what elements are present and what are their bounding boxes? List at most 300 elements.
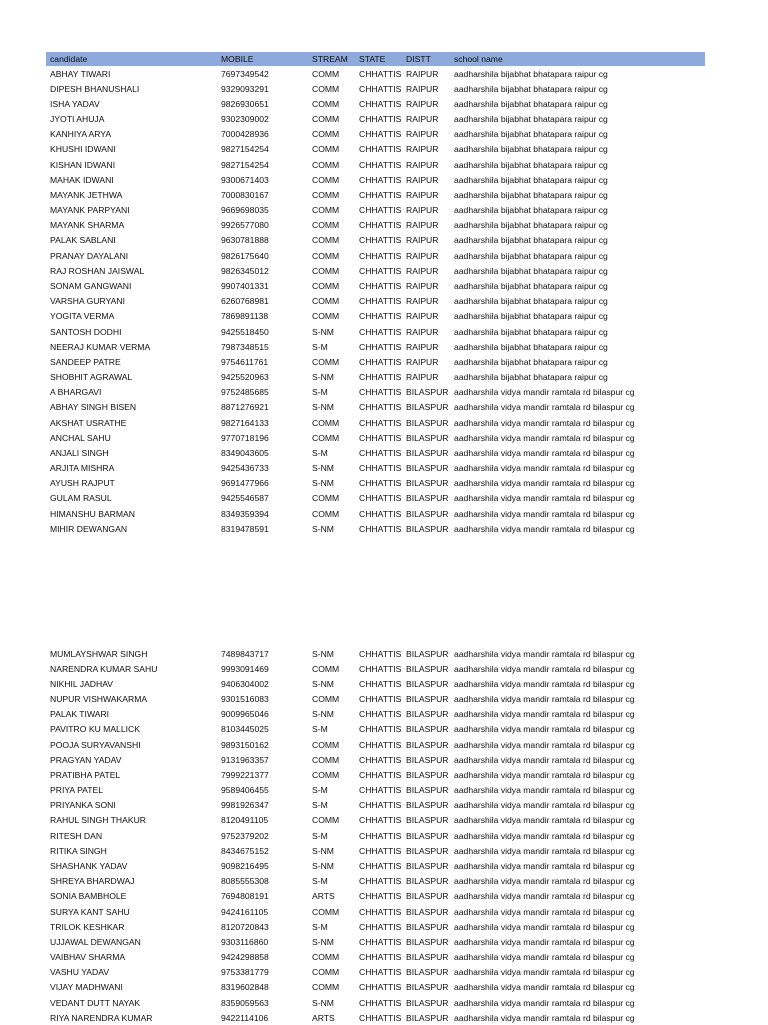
cell-candidate: ARJITA MISHRA [50,463,115,474]
table-row [46,460,705,475]
cell-candidate: NEERAJ KUMAR VERMA [50,341,151,352]
cell-mobile: 9981926347 [221,800,269,811]
cell-mobile: 8871276921 [221,402,269,413]
cell-stream: COMM [312,694,340,705]
cell-stream: COMM [312,815,340,826]
cell-state: CHHATTIS [359,1012,402,1023]
table-row [46,646,705,661]
cell-state: CHHATTIS [359,921,402,932]
cell-distt: BILASPUR [406,463,449,474]
cell-mobile: 7694808191 [221,891,269,902]
cell-school-name: aadharshila vidya mandir ramtala rd bilaspur cg [454,891,635,902]
table-row [46,430,705,445]
cell-mobile: 7869891138 [221,311,269,322]
cell-candidate: NIKHIL JADHAV [50,678,114,689]
cell-mobile: 7489843717 [221,648,269,659]
cell-state: CHHATTIS [359,220,402,231]
cell-stream: S-NM [312,402,334,413]
cell-stream: S-M [312,921,328,932]
cell-candidate: PRANAY DAYALANI [50,250,129,261]
cell-school-name: aadharshila vidya mandir ramtala rd bilaspur cg [454,402,635,413]
cell-mobile: 8120491105 [221,815,269,826]
cell-mobile: 9425546587 [221,493,269,504]
cell-distt: BILASPUR [406,739,449,750]
header-candidate: candidate [46,52,217,66]
cell-school-name: aadharshila bijabhat bhatapara raipur cg [454,265,608,276]
cell-mobile: 8349043605 [221,447,269,458]
cell-state: CHHATTIS [359,280,402,291]
cell-candidate: TRILOK KESHKAR [50,921,125,932]
cell-school-name: aadharshila vidya mandir ramtala rd bilaspur cg [454,876,635,887]
cell-stream: S-NM [312,648,334,659]
cell-distt: BILASPUR [406,982,449,993]
cell-candidate: MAYANK SHARMA [50,220,125,231]
cell-mobile: 7987348515 [221,341,269,352]
table-row [46,369,705,384]
cell-mobile: 9993091469 [221,663,269,674]
cell-school-name: aadharshila bijabhat bhatapara raipur cg [454,341,608,352]
cell-distt: BILASPUR [406,478,449,489]
cell-distt: RAIPUR [406,129,439,140]
cell-school-name: aadharshila bijabhat bhatapara raipur cg [454,144,608,155]
cell-distt: BILASPUR [406,417,449,428]
cell-candidate: SONAM GANGWANI [50,280,132,291]
cell-school-name: aadharshila vidya mandir ramtala rd bilaspur cg [454,860,635,871]
header-school-name: school name [450,52,705,66]
cell-candidate: MAHAK IDWANI [50,174,114,185]
cell-distt: RAIPUR [406,356,439,367]
cell-school-name: aadharshila bijabhat bhatapara raipur cg [454,235,608,246]
cell-stream: COMM [312,493,340,504]
cell-state: CHHATTIS [359,663,402,674]
cell-school-name: aadharshila vidya mandir ramtala rd bilaspur cg [454,785,635,796]
cell-distt: BILASPUR [406,694,449,705]
cell-school-name: aadharshila bijabhat bhatapara raipur cg [454,356,608,367]
cell-distt: RAIPUR [406,68,439,79]
cell-candidate: SANDEEP PATRE [50,356,121,367]
cell-candidate: ANJALI SINGH [50,447,109,458]
cell-stream: COMM [312,967,340,978]
cell-stream: S-NM [312,372,334,383]
cell-mobile: 9009965046 [221,709,269,720]
table-row [46,874,705,889]
cell-stream: S-M [312,724,328,735]
table-body-bottom [46,646,705,1025]
header-stream: STREAM [308,52,355,66]
cell-stream: COMM [312,663,340,674]
cell-candidate: RAJ ROSHAN JAISWAL [50,265,145,276]
cell-stream: S-M [312,387,328,398]
table-row [46,491,705,506]
cell-school-name: aadharshila vidya mandir ramtala rd bilaspur cg [454,845,635,856]
cell-candidate: KISHAN IDWANI [50,159,116,170]
cell-distt: RAIPUR [406,372,439,383]
cell-mobile: 9098216495 [221,860,269,871]
cell-mobile: 9926577080 [221,220,269,231]
cell-mobile: 9422114106 [221,1012,269,1023]
cell-state: CHHATTIS [359,967,402,978]
cell-state: CHHATTIS [359,800,402,811]
cell-state: CHHATTIS [359,68,402,79]
cell-school-name: aadharshila vidya mandir ramtala rd bilaspur cg [454,508,635,519]
cell-distt: BILASPUR [406,493,449,504]
cell-candidate: MIHIR DEWANGAN [50,523,128,534]
cell-stream: COMM [312,68,340,79]
cell-mobile: 9589406455 [221,785,269,796]
cell-state: CHHATTIS [359,189,402,200]
cell-school-name: aadharshila vidya mandir ramtala rd bilaspur cg [454,678,635,689]
cell-distt: BILASPUR [406,906,449,917]
cell-distt: BILASPUR [406,447,449,458]
cell-distt: RAIPUR [406,189,439,200]
cell-stream: S-M [312,341,328,352]
cell-mobile: 9300671403 [221,174,269,185]
cell-stream: COMM [312,235,340,246]
cell-stream: COMM [312,98,340,109]
cell-candidate: RIYA NARENDRA KUMAR [50,1012,153,1023]
cell-state: CHHATTIS [359,508,402,519]
candidate-table-bottom [46,646,705,1025]
cell-mobile: 9302309002 [221,114,269,125]
cell-school-name: aadharshila bijabhat bhatapara raipur cg [454,311,608,322]
cell-candidate: RITESH DAN [50,830,103,841]
cell-stream: COMM [312,189,340,200]
cell-mobile: 9425436733 [221,463,269,474]
cell-mobile: 9691477966 [221,478,269,489]
cell-distt: BILASPUR [406,785,449,796]
cell-distt: RAIPUR [406,265,439,276]
table-row [46,783,705,798]
cell-mobile: 8319478591 [221,523,269,534]
header-state: STATE [355,52,402,66]
cell-distt: RAIPUR [406,326,439,337]
cell-stream: S-NM [312,997,334,1008]
table-row [46,980,705,995]
table-row [46,263,705,278]
table-row [46,692,705,707]
cell-stream: S-NM [312,860,334,871]
table-row [46,127,705,142]
cell-school-name: aadharshila vidya mandir ramtala rd bilaspur cg [454,417,635,428]
cell-state: CHHATTIS [359,678,402,689]
cell-candidate: SANTOSH DODHI [50,326,122,337]
table-row [46,96,705,111]
cell-mobile: 8434675152 [221,845,269,856]
cell-mobile: 7697349542 [221,68,269,79]
header-distt: DISTT [402,52,450,66]
cell-school-name: aadharshila vidya mandir ramtala rd bilaspur cg [454,800,635,811]
cell-state: CHHATTIS [359,997,402,1008]
table-row [46,661,705,676]
cell-state: CHHATTIS [359,296,402,307]
cell-stream: COMM [312,952,340,963]
cell-stream: S-NM [312,936,334,947]
cell-distt: RAIPUR [406,220,439,231]
cell-candidate: A BHARGAVI [50,387,102,398]
cell-school-name: aadharshila bijabhat bhatapara raipur cg [454,68,608,79]
cell-stream: COMM [312,356,340,367]
cell-candidate: PRIYANKA SONI [50,800,116,811]
cell-state: CHHATTIS [359,724,402,735]
table-row [46,934,705,949]
cell-mobile: 7000830167 [221,189,269,200]
cell-school-name: aadharshila vidya mandir ramtala rd bilaspur cg [454,694,635,705]
cell-stream: COMM [312,311,340,322]
cell-state: CHHATTIS [359,326,402,337]
cell-stream: COMM [312,205,340,216]
cell-candidate: ANCHAL SAHU [50,432,111,443]
cell-state: CHHATTIS [359,114,402,125]
table-row [46,889,705,904]
cell-candidate: JYOTI AHUJA [50,114,105,125]
table-row [46,324,705,339]
cell-school-name: aadharshila bijabhat bhatapara raipur cg [454,372,608,383]
table-row [46,1010,705,1025]
cell-school-name: aadharshila bijabhat bhatapara raipur cg [454,159,608,170]
cell-mobile: 9424298858 [221,952,269,963]
cell-distt: RAIPUR [406,83,439,94]
cell-stream: COMM [312,982,340,993]
cell-school-name: aadharshila vidya mandir ramtala rd bilaspur cg [454,493,635,504]
cell-school-name: aadharshila vidya mandir ramtala rd bilaspur cg [454,921,635,932]
cell-stream: COMM [312,250,340,261]
cell-state: CHHATTIS [359,769,402,780]
cell-distt: BILASPUR [406,709,449,720]
cell-mobile: 9827154254 [221,159,269,170]
cell-stream: COMM [312,159,340,170]
cell-stream: COMM [312,432,340,443]
table-row [46,278,705,293]
cell-mobile: 8319602848 [221,982,269,993]
cell-state: CHHATTIS [359,417,402,428]
table-row [46,187,705,202]
cell-candidate: VEDANT DUTT NAYAK [50,997,141,1008]
cell-mobile: 7000428936 [221,129,269,140]
cell-state: CHHATTIS [359,891,402,902]
cell-distt: BILASPUR [406,891,449,902]
cell-candidate: GULAM RASUL [50,493,112,504]
cell-school-name: aadharshila bijabhat bhatapara raipur cg [454,189,608,200]
cell-stream: COMM [312,739,340,750]
cell-distt: RAIPUR [406,144,439,155]
cell-candidate: AYUSH RAJPUT [50,478,115,489]
cell-candidate: HIMANSHU BARMAN [50,508,135,519]
cell-distt: RAIPUR [406,205,439,216]
cell-mobile: 9669698035 [221,205,269,216]
table-header [46,52,705,66]
table-row [46,676,705,691]
table-row [46,707,705,722]
cell-stream: S-M [312,830,328,841]
cell-distt: BILASPUR [406,1012,449,1023]
cell-candidate: POOJA SURYAVANSHI [50,739,141,750]
cell-stream: S-M [312,785,328,796]
cell-distt: RAIPUR [406,250,439,261]
cell-state: CHHATTIS [359,250,402,261]
cell-stream: COMM [312,280,340,291]
cell-stream: ARTS [312,891,335,902]
cell-distt: BILASPUR [406,936,449,947]
table-row [46,476,705,491]
table-row [46,919,705,934]
cell-state: CHHATTIS [359,648,402,659]
cell-school-name: aadharshila vidya mandir ramtala rd bilaspur cg [454,815,635,826]
cell-state: CHHATTIS [359,478,402,489]
table-row [46,843,705,858]
cell-mobile: 9827164133 [221,417,269,428]
cell-distt: BILASPUR [406,648,449,659]
cell-distt: BILASPUR [406,800,449,811]
cell-school-name: aadharshila bijabhat bhatapara raipur cg [454,114,608,125]
header-row [46,52,705,66]
table-row [46,995,705,1010]
cell-candidate: SONIA BAMBHOLE [50,891,127,902]
cell-mobile: 9907401331 [221,280,269,291]
cell-mobile: 9770718196 [221,432,269,443]
cell-candidate: SHREYA BHARDWAJ [50,876,135,887]
table-row [46,385,705,400]
cell-stream: COMM [312,174,340,185]
table-row [46,218,705,233]
cell-candidate: KHUSHI IDWANI [50,144,116,155]
cell-candidate: UJJAWAL DEWANGAN [50,936,141,947]
cell-distt: BILASPUR [406,860,449,871]
cell-school-name: aadharshila vidya mandir ramtala rd bilaspur cg [454,830,635,841]
cell-candidate: PALAK SABLANI [50,235,116,246]
cell-mobile: 6260768981 [221,296,269,307]
cell-state: CHHATTIS [359,876,402,887]
candidate-table-top [46,52,705,536]
table-row [46,415,705,430]
cell-state: CHHATTIS [359,311,402,322]
table-row [46,339,705,354]
cell-mobile: 7999221377 [221,769,269,780]
cell-school-name: aadharshila vidya mandir ramtala rd bilaspur cg [454,724,635,735]
cell-mobile: 9329093291 [221,83,269,94]
cell-stream: COMM [312,220,340,231]
cell-school-name: aadharshila bijabhat bhatapara raipur cg [454,280,608,291]
table-row [46,965,705,980]
table-row [46,354,705,369]
cell-state: CHHATTIS [359,754,402,765]
cell-distt: BILASPUR [406,830,449,841]
cell-school-name: aadharshila vidya mandir ramtala rd bilaspur cg [454,447,635,458]
table-row [46,798,705,813]
cell-state: CHHATTIS [359,341,402,352]
cell-state: CHHATTIS [359,523,402,534]
cell-mobile: 9827154254 [221,144,269,155]
cell-distt: BILASPUR [406,387,449,398]
cell-distt: BILASPUR [406,724,449,735]
header-mobile: MOBILE [217,52,308,66]
cell-school-name: aadharshila vidya mandir ramtala rd bilaspur cg [454,769,635,780]
table-row [46,767,705,782]
table-row [46,521,705,536]
cell-stream: S-NM [312,709,334,720]
cell-candidate: ABHAY TIWARI [50,68,111,79]
cell-state: CHHATTIS [359,83,402,94]
cell-distt: BILASPUR [406,769,449,780]
cell-distt: BILASPUR [406,523,449,534]
cell-stream: S-NM [312,463,334,474]
cell-distt: RAIPUR [406,174,439,185]
cell-state: CHHATTIS [359,98,402,109]
cell-stream: ARTS [312,1012,335,1023]
table-row [46,172,705,187]
cell-mobile: 9752379202 [221,830,269,841]
cell-state: CHHATTIS [359,709,402,720]
cell-candidate: PAVITRO KU MALLICK [50,724,140,735]
cell-school-name: aadharshila vidya mandir ramtala rd bilaspur cg [454,387,635,398]
cell-candidate: ISHA YADAV [50,98,100,109]
cell-distt: BILASPUR [406,952,449,963]
cell-candidate: PALAK TIWARI [50,709,110,720]
cell-state: CHHATTIS [359,159,402,170]
cell-state: CHHATTIS [359,785,402,796]
cell-stream: S-NM [312,845,334,856]
cell-school-name: aadharshila bijabhat bhatapara raipur cg [454,250,608,261]
cell-mobile: 9826175640 [221,250,269,261]
cell-school-name: aadharshila vidya mandir ramtala rd bilaspur cg [454,663,635,674]
cell-distt: BILASPUR [406,663,449,674]
cell-state: CHHATTIS [359,387,402,398]
table-row [46,294,705,309]
cell-candidate: NARENDRA KUMAR SAHU [50,663,158,674]
cell-distt: RAIPUR [406,311,439,322]
cell-stream: COMM [312,508,340,519]
cell-candidate: AKSHAT USRATHE [50,417,127,428]
cell-state: CHHATTIS [359,739,402,750]
cell-distt: RAIPUR [406,280,439,291]
cell-candidate: MAYANK PARPYANI [50,205,130,216]
table-row [46,506,705,521]
cell-distt: BILASPUR [406,754,449,765]
cell-candidate: NUPUR VISHWAKARMA [50,694,148,705]
cell-stream: COMM [312,129,340,140]
cell-candidate: DIPESH BHANUSHALI [50,83,140,94]
cell-school-name: aadharshila vidya mandir ramtala rd bilaspur cg [454,967,635,978]
cell-state: CHHATTIS [359,356,402,367]
cell-state: CHHATTIS [359,205,402,216]
table-row [46,904,705,919]
cell-school-name: aadharshila bijabhat bhatapara raipur cg [454,205,608,216]
cell-candidate: PRAGYAN YADAV [50,754,122,765]
cell-candidate: RAHUL SINGH THAKUR [50,815,146,826]
table-row [46,142,705,157]
cell-state: CHHATTIS [359,144,402,155]
cell-stream: COMM [312,417,340,428]
cell-mobile: 8349359394 [221,508,269,519]
cell-stream: S-NM [312,523,334,534]
cell-state: CHHATTIS [359,129,402,140]
cell-school-name: aadharshila bijabhat bhatapara raipur cg [454,296,608,307]
cell-school-name: aadharshila bijabhat bhatapara raipur cg [454,98,608,109]
cell-school-name: aadharshila vidya mandir ramtala rd bilaspur cg [454,478,635,489]
cell-stream: S-NM [312,326,334,337]
cell-distt: RAIPUR [406,341,439,352]
cell-state: CHHATTIS [359,402,402,413]
cell-distt: BILASPUR [406,508,449,519]
cell-stream: COMM [312,114,340,125]
cell-stream: COMM [312,144,340,155]
table-body-top [46,66,705,536]
table-row [46,828,705,843]
cell-school-name: aadharshila vidya mandir ramtala rd bilaspur cg [454,754,635,765]
cell-stream: COMM [312,265,340,276]
cell-school-name: aadharshila vidya mandir ramtala rd bilaspur cg [454,739,635,750]
cell-distt: RAIPUR [406,114,439,125]
cell-school-name: aadharshila vidya mandir ramtala rd bilaspur cg [454,648,635,659]
